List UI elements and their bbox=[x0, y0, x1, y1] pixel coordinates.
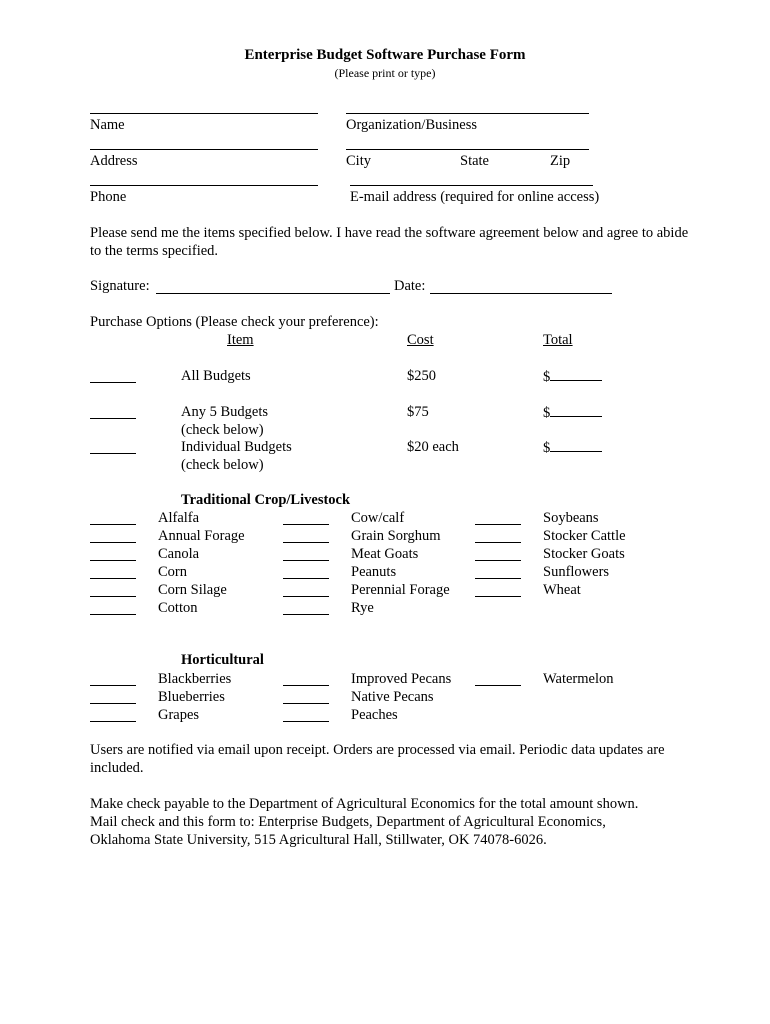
budget-checkbox[interactable] bbox=[475, 560, 521, 561]
budget-item: Improved Pecans bbox=[351, 671, 452, 687]
date-field[interactable] bbox=[430, 293, 612, 294]
state-label: State bbox=[460, 153, 489, 169]
notice-text: Users are notified via email upon receipt. Orders are processed via email. Periodic data updates are included. bbox=[90, 742, 665, 776]
email-field[interactable] bbox=[350, 185, 593, 186]
budget-item: Rye bbox=[351, 600, 374, 616]
signature-label: Signature: bbox=[90, 278, 150, 294]
budget-item: Watermelon bbox=[543, 671, 614, 687]
organization-label: Organization/Business bbox=[346, 117, 478, 133]
budget-item: Peanuts bbox=[351, 564, 397, 580]
budget-checkbox[interactable] bbox=[283, 560, 329, 561]
budget-item: Native Pecans bbox=[351, 689, 434, 705]
budget-checkbox[interactable] bbox=[475, 578, 521, 579]
budget-item: Cotton bbox=[158, 600, 198, 616]
phone-label: Phone bbox=[90, 189, 127, 205]
option-total[interactable]: $ bbox=[543, 403, 602, 422]
name-field[interactable] bbox=[90, 113, 318, 114]
budget-checkbox[interactable] bbox=[475, 542, 521, 543]
budget-item: Cow/calf bbox=[351, 510, 405, 526]
date-label: Date: bbox=[394, 278, 426, 294]
option-item: All Budgets bbox=[181, 368, 251, 384]
budget-item: Canola bbox=[158, 546, 200, 562]
budget-item: Grain Sorghum bbox=[351, 528, 441, 544]
budget-checkbox[interactable] bbox=[283, 578, 329, 579]
option-item: Any 5 Budgets bbox=[181, 404, 268, 420]
budget-checkbox[interactable] bbox=[90, 721, 136, 722]
budget-item: Stocker Goats bbox=[543, 546, 625, 562]
budget-item: Perennial Forage bbox=[351, 582, 450, 598]
budget-item: Peaches bbox=[351, 707, 398, 723]
budget-checkbox[interactable] bbox=[90, 614, 136, 615]
column-header-item: Item bbox=[227, 332, 254, 348]
budget-item: Sunflowers bbox=[543, 564, 610, 580]
traditional-heading: Traditional Crop/Livestock bbox=[181, 492, 351, 508]
horticultural-heading: Horticultural bbox=[181, 652, 264, 668]
option-total[interactable]: $ bbox=[543, 367, 602, 386]
budget-checkbox[interactable] bbox=[475, 685, 521, 686]
purchase-options-heading: Purchase Options (Please check your preference): bbox=[90, 314, 379, 330]
budget-checkbox[interactable] bbox=[283, 685, 329, 686]
budget-checkbox[interactable] bbox=[90, 596, 136, 597]
payment-line-3: Oklahoma State University, 515 Agricultural Hall, Stillwater, OK 74078-6026. bbox=[90, 832, 547, 848]
budget-checkbox[interactable] bbox=[90, 560, 136, 561]
budget-checkbox[interactable] bbox=[90, 703, 136, 704]
option-total[interactable]: $ bbox=[543, 438, 602, 457]
option-note: (check below) bbox=[181, 422, 264, 438]
budget-checkbox[interactable] bbox=[90, 524, 136, 525]
budget-item: Stocker Cattle bbox=[543, 528, 626, 544]
budget-item: Soybeans bbox=[543, 510, 599, 526]
budget-item: Alfalfa bbox=[158, 510, 200, 526]
budget-item: Annual Forage bbox=[158, 528, 245, 544]
signature-field[interactable] bbox=[156, 293, 390, 294]
city-state-zip-field[interactable] bbox=[346, 149, 589, 150]
budget-item: Grapes bbox=[158, 707, 200, 723]
page-title: Enterprise Budget Software Purchase Form bbox=[244, 47, 526, 63]
organization-field[interactable] bbox=[346, 113, 589, 114]
budget-checkbox[interactable] bbox=[90, 542, 136, 543]
phone-field[interactable] bbox=[90, 185, 318, 186]
zip-label: Zip bbox=[550, 153, 571, 169]
budget-item: Corn bbox=[158, 564, 187, 580]
budget-checkbox[interactable] bbox=[90, 685, 136, 686]
budget-checkbox[interactable] bbox=[283, 596, 329, 597]
option-individual-check[interactable] bbox=[90, 453, 136, 454]
budget-item: Corn Silage bbox=[158, 582, 227, 598]
budget-checkbox[interactable] bbox=[475, 596, 521, 597]
budget-checkbox[interactable] bbox=[283, 703, 329, 704]
agreement-text: Please send me the items specified below. I have read the software agreement below and agree to abide to the terms specified. bbox=[90, 225, 689, 259]
payment-line-1: Make check payable to the Department of Agricultural Economics for the total amount shown. bbox=[90, 796, 639, 812]
budget-item: Blueberries bbox=[158, 689, 225, 705]
budget-item: Meat Goats bbox=[351, 546, 419, 562]
option-all-budgets-check[interactable] bbox=[90, 382, 136, 383]
budget-item: Wheat bbox=[543, 582, 581, 598]
option-note: (check below) bbox=[181, 457, 264, 473]
page-subtitle: (Please print or type) bbox=[334, 66, 436, 80]
budget-checkbox[interactable] bbox=[283, 614, 329, 615]
option-cost: $75 bbox=[407, 404, 429, 420]
option-cost: $20 each bbox=[407, 439, 459, 455]
budget-checkbox[interactable] bbox=[475, 524, 521, 525]
city-label: City bbox=[346, 153, 371, 169]
address-field[interactable] bbox=[90, 149, 318, 150]
column-header-cost: Cost bbox=[407, 332, 434, 348]
budget-checkbox[interactable] bbox=[90, 578, 136, 579]
payment-line-2: Mail check and this form to: Enterprise Budgets, Department of Agricultural Economics, bbox=[90, 814, 606, 830]
budget-item: Blackberries bbox=[158, 671, 232, 687]
address-label: Address bbox=[90, 153, 138, 169]
option-item: Individual Budgets bbox=[181, 439, 292, 455]
budget-checkbox[interactable] bbox=[283, 542, 329, 543]
name-label: Name bbox=[90, 117, 125, 133]
budget-checkbox[interactable] bbox=[283, 721, 329, 722]
email-label: E-mail address (required for online access) bbox=[350, 189, 600, 205]
option-cost: $250 bbox=[407, 368, 436, 384]
budget-checkbox[interactable] bbox=[283, 524, 329, 525]
option-any-5-check[interactable] bbox=[90, 418, 136, 419]
column-header-total: Total bbox=[543, 332, 573, 348]
